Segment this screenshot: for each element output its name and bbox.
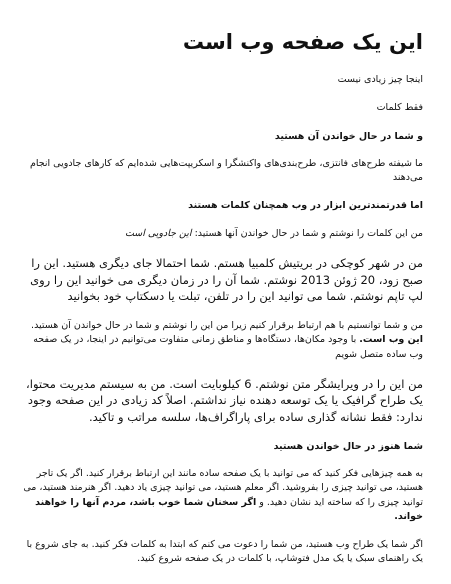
intro-line-1: اینجا چیز زیادی نیست	[337, 74, 423, 86]
paragraph-fancy-designs: ما شیفته طرح‌های فانتزی، طرح‌بندی‌های واکنشگرا و اسکریپت‌هایی شده‌ایم که کارهای جادویی انجام می‌دهند	[29, 157, 423, 184]
paragraph-text-editor: من این را در ویرایشگر متن نوشتم. 6 کیلوبایت است. من به سیستم مدیریت محتوا، یک طراح گرافیک یا یک توسعه دهنده نیاز نداشتم. اصلاً کد زیادی در این صفحه وجود ندارد: فقط نشانه گذاری ساده برای پاراگراف‌ها، سلسه مراتب و تاکید.	[26, 376, 423, 425]
paragraph-connect	[22, 319, 423, 362]
paragraph-magic-emphasis: این جادویی است	[124, 227, 192, 239]
section-heading-reading: و شما در حال خواندن آن هستید	[274, 130, 423, 142]
paragraph-web-designer: اگر شما یک طراح وب هستید، من شما را دعوت می کنم که ابتدا به کلمات فکر کنید. به جای شروع با یک راهنمای سبک یا یک مدل فتوشاپ، با کلمات در یک صفحه شروع کنید.	[26, 539, 423, 565]
paragraph-communicate-text: به همه چیزهایی فکر کنید که می توانید با یک صفحه ساده مانند این ارتباط برقرار کنید. اگر یک تاجر هستید، می توانید چیزی را بفروشید. اگر معلم هستید، می توانید چیزی یاد دهید. اگر هنرمند هستید، می توانید چیزی را که ساخته اید نشان دهید. و	[23, 468, 423, 508]
paragraph-communicate-strong: اگر سخنان شما خوب باشد، مردم آنها را خواهند خواند.	[35, 496, 423, 522]
page-title: این یک صفحه وب است	[182, 30, 423, 54]
paragraph-connect-text-b: با وجود مکان‌ها، دستگاه‌ها و مناطق زمانی متفاوت می‌توانیم در اینجا، در یک صفحه وب ساده متصل شویم	[33, 334, 423, 360]
paragraph-location: من در شهر کوچکی در بریتیش کلمبیا هستم. شما احتمالا جای دیگری هستید. این را صبح زود، 20 ژوئن 2013 نوشتم. شما آن را در زمان دیگری می خوانید این را روی لپ تاپم نوشتم. شما می توانید این را در تلفن، تبلت یا دسکتاپ خود بخوانید	[30, 256, 423, 304]
paragraph-communicate	[22, 467, 423, 524]
section-heading-still-reading: شما هنوز در حال خواندن هستید	[273, 440, 423, 452]
paragraph-connect-text-a: من و شما توانستیم با هم ارتباط برقرار کنیم زیرا من این را نوشتم و شما در حال خواندن آن هستید.	[31, 320, 423, 332]
intro-line-2: فقط کلمات	[376, 102, 423, 114]
paragraph-magic	[22, 227, 423, 241]
section-heading-words-powerful: اما قدرتمندترین ابزار در وب همچنان کلمات هستند	[188, 200, 423, 212]
paragraph-magic-text: من این کلمات را نوشتم و شما در حال خواندن آنها هستید:	[191, 227, 423, 239]
paragraph-connect-strong: این وب است.	[359, 334, 423, 346]
